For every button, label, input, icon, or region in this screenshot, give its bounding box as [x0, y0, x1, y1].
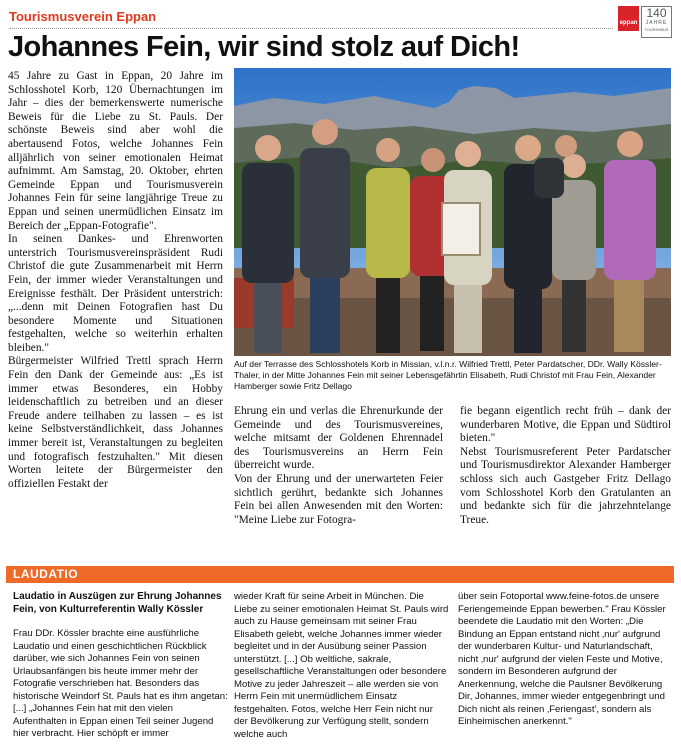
- paragraph: Ehrung ein und verlas die Ehrenurkunde der Gemeinde und des Tourismusvereines, welche mitsamt der Goldenen Ehrennadel des Tourismusvereins an Herrn Fein überreicht wurde.: [234, 405, 443, 472]
- paragraph: Nebst Tourismusreferent Peter Pardatscher und Tourismusdirektor Alexander Hamberger schloss sich auch Gastgeber Fritz Dellago vom Schlosshotel Korb den Gratulanten an und bedankte sich für die jahrzehntelange Treue.: [460, 445, 671, 526]
- header-rule: [9, 28, 613, 29]
- laudatio-title: Laudatio in Auszügen zur Ehrung Johannes Fein, von Kulturreferentin Wally Kössler: [13, 591, 222, 615]
- photo-caption: Auf der Terrasse des Schlosshotels Korb in Missian, v.l.n.r. Wilfried Trettl, Peter Pardatscher, DDr. Wally Kössler-Thaler, in der Mitte Johannes Fein mit seiner Lebensgefährtin Elisabeth, Rudi Christof mit Frau Fein, Alexander Hamberger sowie Fritz Dellago: [234, 359, 662, 391]
- paragraph: Von der Ehrung und der unerwarteten Feier sichtlich gerührt, bedankte sich Johannes Fein bei allen Anwesenden mit den Worten: "Meine Liebe zur Fotogra-: [234, 472, 443, 526]
- section-kicker: Tourismusverein Eppan: [9, 9, 157, 24]
- laudatio-column-1: Frau DDr. Kössler brachte eine ausführliche Laudatio und einen geschichtlichen Rückblick darüber, wie sich Johannes Fein von seinen Urlaubsanfängen bis heute immer mehr der Fotografie verschrieben hat. Besonders das historische Weindorf St. Pauls hat es ihm angetan: [...] „Johannes Fein hat mit den vielen Aufenthalten in Eppan einen Teil seiner Jugend hier verbracht. Hier schöpft er immer: [13, 628, 228, 739]
- article-column-1: [8, 70, 223, 491]
- badge-tag: TOURISMUS: [644, 27, 669, 32]
- article-column-3: [460, 405, 671, 527]
- badge-word: JAHRE: [645, 20, 668, 26]
- badge-number: 140: [646, 6, 667, 20]
- laudatio-column-3: über sein Fotoportal www.feine-fotos.de unsere Feriengemeinde Eppan bewerben." Frau Kössler beendete die Laudatio mit den Worten: „Die Bindung an Eppan entstand nicht ‚nur' aufgrund der wunderbaren Kultur- und Naturlandschaft, nicht ‚nur' aufgrund der vielen Feste und Motive, sondern im Besonderen aufgrund der Anerkennung, welche die Paulsner Bevölkerung Dir, Johannes, immer wieder entgegenbringt und Dich nicht als reinen ‚Feriengast', sondern als Einheimischen anerkennt.": [458, 591, 666, 727]
- paragraph: 45 Jahre zu Gast in Eppan, 20 Jahre im Schlosshotel Korb, 120 Übernachtungen im Jahr – dies der bemerkenswerte numerische Beweis für die Liebe zu St. Pauls. Der schönste Beweis sind aber wohl die abertausend Fotos, welche Johannes Fein alljährlich von seiner emotionalen Heimat aufnimmt. Am Samstag, 20. Oktober, ehrten Gemeinde Eppan und Tourismusverein Johannes Fein für seine langjährige Treue zu Eppan und seinen unermüdlichen Einsatz im Bereich der „Eppan-Fotografie".: [8, 70, 223, 232]
- laudatio-band-label: LAUDATIO: [13, 567, 79, 581]
- group-photo: [234, 68, 671, 356]
- article-headline: Johannes Fein, wir sind stolz auf Dich!: [8, 31, 520, 63]
- paragraph: In seinen Dankes- und Ehrenworten unterstrich Tourismusvereinspräsident Rudi Christof die gute Zusammenarbeit mit Herrn Fein, der immer wieder Veranstaltungen und Ereignisse festhält. Der Präsident unterstrich: „...denn mit Deinen Fotografien hast Du besondere Momente und Situationen festgehalten, welche so weiterhin erhalten bleiben.": [8, 233, 223, 354]
- anniversary-logo: [618, 6, 672, 38]
- 140-jahre-badge: [641, 6, 672, 38]
- eppan-logo-mark: eppan: [618, 6, 639, 31]
- paragraph: Bürgermeister Wilfried Trettl sprach Herrn Fein den Dank der Gemeinde aus: „Es ist immer etwas Besonderes, ein Hobby leidenschaftlich zu betreiben und an dieser Freude andere teilhaben zu lassen – es ist keine Selbstverständlichkeit, dass Johannes immer bereit ist, Veranstaltungen zu begleiten und fotografisch festzuhalten." Mit diesen Worten leitete der Bürgermeister den offiziellen Festakt der: [8, 355, 223, 490]
- laudatio-column-2: wieder Kraft für seine Arbeit in München. Die Liebe zu seiner emotionalen Heimat St. Pauls wird auch zu Hause gemeinsam mit seiner Frau Elisabeth gelebt, welche Johannes immer wieder begleitet und in der Ausübung seiner Passion unterstützt. [...] Ob weltliche, sakrale, gesellschaftliche Veranstaltungen oder besondere Motive zu jeder Jahreszeit – alle werden sie von Herrn Fein mit unermüdlichem Einsatz festgehalten. Fotos, welche Herr Fein nicht nur der Bevölkerung zur Verfügung stellt, sondern welche auch: [234, 591, 449, 740]
- paragraph: fie begann eigentlich recht früh – dank der wunderbaren Motive, die Eppan und Südtirol bieten.": [460, 405, 671, 445]
- laudatio-band: [6, 566, 674, 583]
- article-column-2: [234, 405, 443, 527]
